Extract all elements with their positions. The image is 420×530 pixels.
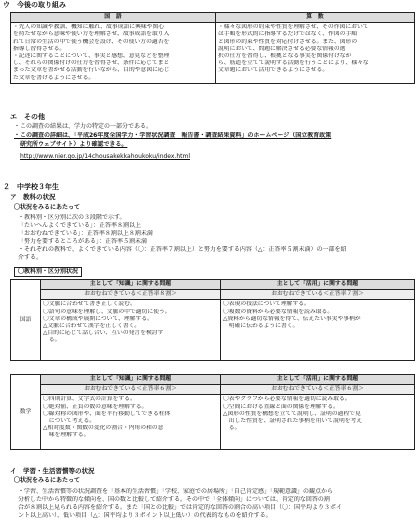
section-title-2: ２ 中学校３年生 — [3, 183, 59, 191]
text-line: △文脈に合わせて漢字を正しく書く。 — [43, 323, 141, 330]
text-line: 〇線対称の図形や、面を平行移動してできる柱体 — [43, 410, 171, 417]
text-line: た文章を書けるようにさせる。 — [13, 74, 95, 81]
text-line: について考える。 — [43, 418, 96, 425]
text-line: ・先人の知識や教訓、機知に触れ、故事成語に興味や関心 — [13, 24, 165, 31]
text-line: 「努力を要するところがある」：正答率５割未満 — [18, 238, 148, 245]
sugaku-head-katsuyo: 主として「活用」に関する問題 — [221, 375, 415, 385]
report-url-link[interactable]: http://www.nier.go.jp/14chousakekkahoukoku/index.html — [20, 153, 191, 160]
kokugo-label: 国語 — [11, 280, 41, 361]
status-heading: 〇状況をみるにあたって — [14, 204, 81, 211]
sugaku-sub-katsuyo: おおむねできている＜正答率６割＞ — [221, 385, 415, 395]
text-line: ・記述に関することについて、事実と感想、意見などを整理 — [13, 53, 170, 60]
kokugo-head-chishiki: 主として「知識」に関する問題 — [41, 280, 221, 290]
text-line: 〇複数の資料から必要な情報を読み取る。 — [223, 308, 334, 315]
sugaku-table — [10, 374, 415, 450]
text-line: 合が８割以上見られる内容を紹介する。また「国との比較」では肯定的な回答の割合の高い項目（〇：国平均より３ポイ — [18, 504, 343, 511]
habits-heading: 〇状況をみるにあたって — [14, 477, 81, 484]
text-line: れて日常の生活の中で使う機会を設け、その使い方の適否を — [13, 38, 170, 45]
text-line: 指導し習得させる。 — [13, 45, 66, 52]
text-line: る。 — [43, 337, 61, 344]
text-line: 〇語句の意味を理解し、文脈の中で適切に使う。 — [43, 308, 171, 315]
text-line: 説明において、問題に解決させる必要な情報の選 — [218, 45, 346, 52]
text-line: 明確に伝わるように書く。 — [223, 323, 299, 330]
report-reference-cont: 研究所ウェブサイト）より確認できる。 — [20, 141, 128, 148]
text-line: ら、筋道を立てて説明する活動を行うことにより、様々な — [218, 60, 369, 67]
text-line: し、それらの関係付けの仕方を習得させ、条件に応じてまと — [13, 60, 170, 67]
text-line: 択の仕方を習得し、根拠となる事実を関係付けなが — [218, 53, 352, 60]
kokugo-sub-katsuyo: おおむねできている＜正答率７割＞ — [221, 290, 415, 300]
survey-note: ・この調査の結果は、学力の特定の一部分である。 — [14, 123, 153, 130]
text-line: ・それぞれの教科で、よくできている内容（〇：正答率７割以上）と努力を要する内容（△：正答率５割未満）の一部を紹 — [18, 246, 347, 253]
kokugo-head-katsuyo: 主として「活用」に関する問題 — [221, 280, 415, 290]
text-line: 〇絶対値、正負の数の意味を理解する。 — [43, 403, 148, 410]
text-line: 〇表やグラフから必要な情報を適切に読み取る。 — [223, 396, 351, 403]
table1-head-sansu: 算 数 — [216, 13, 415, 23]
sugaku-katsuyo-items — [221, 395, 415, 450]
section-title-u: ウ 今後の取り組み — [3, 1, 66, 9]
text-line: 介する。 — [18, 254, 43, 261]
table1-kokugo-cell — [11, 23, 216, 84]
text-line: △相対度数・関数の変化の割合・内角の和の意 — [43, 425, 164, 432]
sugaku-sub-chishiki: おおむねできている＜正答率６割＞ — [41, 385, 221, 395]
sugaku-head-chishiki: 主として「知識」に関する問題 — [41, 375, 221, 385]
text-line: 〇表現の技法について理解する。 — [223, 301, 310, 308]
text-line: 「おおむねできている」：正答率８割以上８割未満 — [18, 230, 153, 237]
sugaku-label: 数学 — [11, 375, 41, 450]
sugaku-chishiki-items — [41, 395, 221, 450]
section-title-e: エ その他 — [10, 113, 45, 121]
text-line: る。 — [223, 425, 241, 432]
text-line: は手順を形式的に指導するだけではなく、作図の手順 — [218, 31, 358, 38]
text-line: 〇文章の構成や展開について、理解する。 — [43, 315, 153, 322]
text-line: 〇空間における直線と面の関係を理解する。 — [223, 403, 339, 410]
kokugo-katsuyo-items — [221, 300, 415, 361]
kokugo-chishiki-items — [41, 300, 221, 361]
text-line: まった文章を書かせる活動を行いながら、目的や意図に応じ — [13, 67, 170, 74]
subsection-title-a: ア 教科の状況 — [10, 193, 56, 201]
text-line: ント以上高い）、低い項目（△：国平均より３ポイント以上低い）の代表的なものを紹介する。 — [18, 512, 272, 519]
table1-head-kokugo: 国 語 — [11, 13, 216, 23]
kubun-label: 〇教科別・区分別状況 — [14, 267, 82, 277]
text-line: と図形の約束や性質を対応付けさせる。また、図形の — [218, 38, 358, 45]
text-line: △資料から適切な情報を得て、伝えたい事実や事柄が — [223, 315, 361, 322]
text-line: 〇文脈に合わせて書き正しく読む。 — [43, 301, 136, 308]
text-line: 「たいへんよくできている」：正答率８割以上 — [18, 222, 142, 229]
subsection-title-i: イ 学習・生活習慣等の状況 — [10, 467, 95, 475]
text-line: 出した性質を、証明された事柄を用いて説明を考え — [223, 418, 363, 425]
text-line: 分析した中から特徴的な傾向を、国の数と比較して紹介する。その中で「全体傾向」については、肯定的な回答の割 — [18, 496, 330, 503]
text-line: 文章題において活用できるようにさせる。 — [218, 67, 329, 74]
future-plans-table — [10, 12, 415, 84]
text-line: ・学習、生活習慣等の状況調査を「基本的生活習慣」「学校、家庭での居場所」「自己肯定感」「規範意識」の観点から — [18, 488, 334, 495]
text-line: △目的に応じて話し合い、互いの発言を検討す — [43, 330, 164, 337]
kokugo-sub-chishiki: おおむねできている＜正答率８割＞ — [41, 290, 221, 300]
text-line: 〇四則計算、文字式の計算をする。 — [43, 396, 136, 403]
text-line: 味を理解する。 — [43, 432, 90, 439]
table1-sansu-cell — [216, 23, 415, 84]
text-line: を持たせながら意味や使い方を理解させ、故事成語を取り入 — [13, 31, 170, 38]
text-line: ・様々な図形の約束や性質を理解させ、その作図において — [218, 24, 369, 31]
text-line: ・教科別・区分別に次の３段階で示す。 — [18, 214, 126, 221]
text-line: △図形の性質を構想を立てて説明し、証明の過程で見 — [223, 410, 361, 417]
report-reference: ・この調査の詳細は、「平成26年度全国学力・学習状況調査 報告書・調査結果資料」のホームページ（国立教育政策 — [14, 132, 332, 139]
kokugo-table — [10, 279, 415, 361]
status-notes — [18, 214, 418, 262]
habits-notes — [18, 488, 418, 520]
